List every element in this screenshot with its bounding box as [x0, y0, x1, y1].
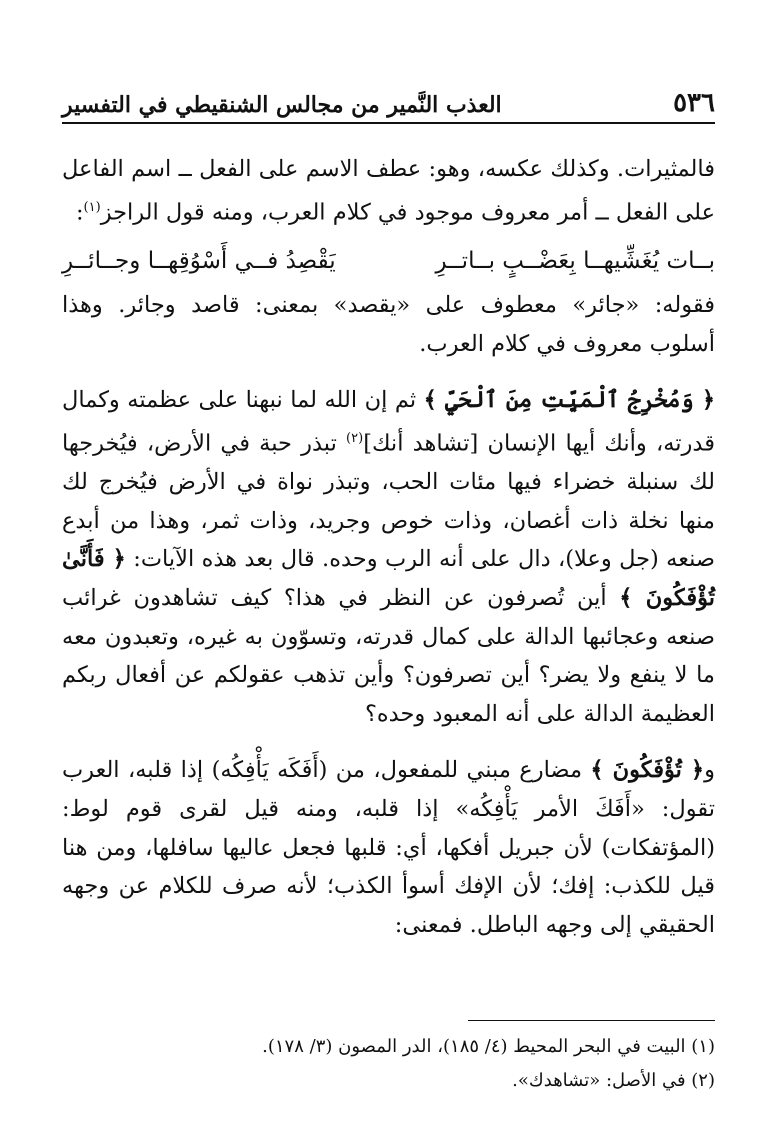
main-text — [62, 150, 715, 944]
book-title: العذب النَّمير من مجالس الشنقيطي في التفسير — [62, 92, 502, 118]
paragraph-2: فقوله: «جائر» معطوف على «يقصد» بمعنى: قاصد وجائر. وهذا أسلوب معروف في كلام العرب. — [62, 292, 715, 357]
footnotes — [62, 1030, 715, 1098]
verse-first-hemistich: بــات يُغَشِّيهــا بِعَضْــبٍ بــاتــرِ — [435, 247, 715, 274]
verse-second-hemistich: يَقْصِدُ فــي أَسْوُقِهــا وجــائــرِ — [62, 247, 336, 274]
page-number: ٥٣٦ — [673, 88, 715, 118]
footnote: (١) البيت في البحر المحيط (٤/ ١٨٥)، الدر المصون (٣/ ١٧٨). — [262, 1036, 715, 1057]
footnote-ref-1: (١) — [83, 199, 101, 215]
footnote-ref-2: (٢) — [346, 431, 364, 447]
footnote: (٢) في الأصل: «تشاهدك». — [512, 1070, 715, 1091]
footnote-divider — [468, 1020, 715, 1021]
running-header — [62, 78, 715, 124]
paragraph-3: ﴿ وَمُخْرِجُ ٱلْمَيِّتِ مِنَ ٱلْحَيِّ ﴾ ثم إن الله لما نبهنا على عظمته وكمال قدرته، وأنك أيها الإنسان [تشاهد أنك]$^{(٢)}$ تبذر حبة في الأرض، فيُخرجها لك سنبلة خضراء فيها مئات الحب، وتبذر نواة في الأرض فيُخرج لك منها نخلة ذات أغصان، وذات خوص وجريد، وذات ثمر، وهذا من أبدع صنعه (جل وعلا)، دال على أنه الرب وحده. قال بعد هذه الآيات: ﴿ فَأَنَّىٰ تُؤْفَكُونَ ﴾ أين تُصرفون عن النظر في هذا؟ كيف تشاهدون غرائب صنعه وعجائبها الدالة على كمال قدرته، وتسوّون به غيره، وتعبدون معه ما لا ينفع ولا يضر؟ أين تصرفون؟ وأين تذهب عقولكم عن أفعال ربكم العظيمة الدالة على أنه المعبود وحده؟ — [62, 387, 715, 727]
poetry-verse — [62, 242, 715, 281]
quran-quote: ﴿ وَمُخْرِجُ ٱلْمَيِّتِ مِنَ ٱلْحَيِّ ﴾ — [423, 387, 715, 414]
quran-quote: ﴿ فَأَنَّىٰ تُؤْفَكُونَ ﴾ — [62, 546, 715, 611]
paragraph-1: فالمثيرات. وكذلك عكسه، وهو: عطف الاسم على الفعل ــ اسم الفاعل على الفعل ــ أمر معروف موجود في كلام العرب، ومنه قول الراجز$^{(١)}$: — [62, 156, 715, 226]
quran-quote: ﴿ تُؤْفَكُونَ ﴾ — [590, 757, 705, 784]
paragraph-4: و﴿ تُؤْفَكُونَ ﴾ مضارع مبني للمفعول، من (أَفَكَه يَأْفِكُه) إذا قلبه، العرب تقول: «أَفَكَ الأمر يَأْفِكُه» إذا قلبه، ومنه قيل لقرى قوم لوط: (المؤتفكات) لأن جبريل أفكها، أي: قلبها فجعل عاليها سافلها، ومن هنا قيل للكذب: إفك؛ لأن الإفك أسوأ الكذب؛ لأنه صرف للكلام عن وجهه الحقيقي إلى وجهه الباطل. فمعنى: — [62, 757, 715, 938]
